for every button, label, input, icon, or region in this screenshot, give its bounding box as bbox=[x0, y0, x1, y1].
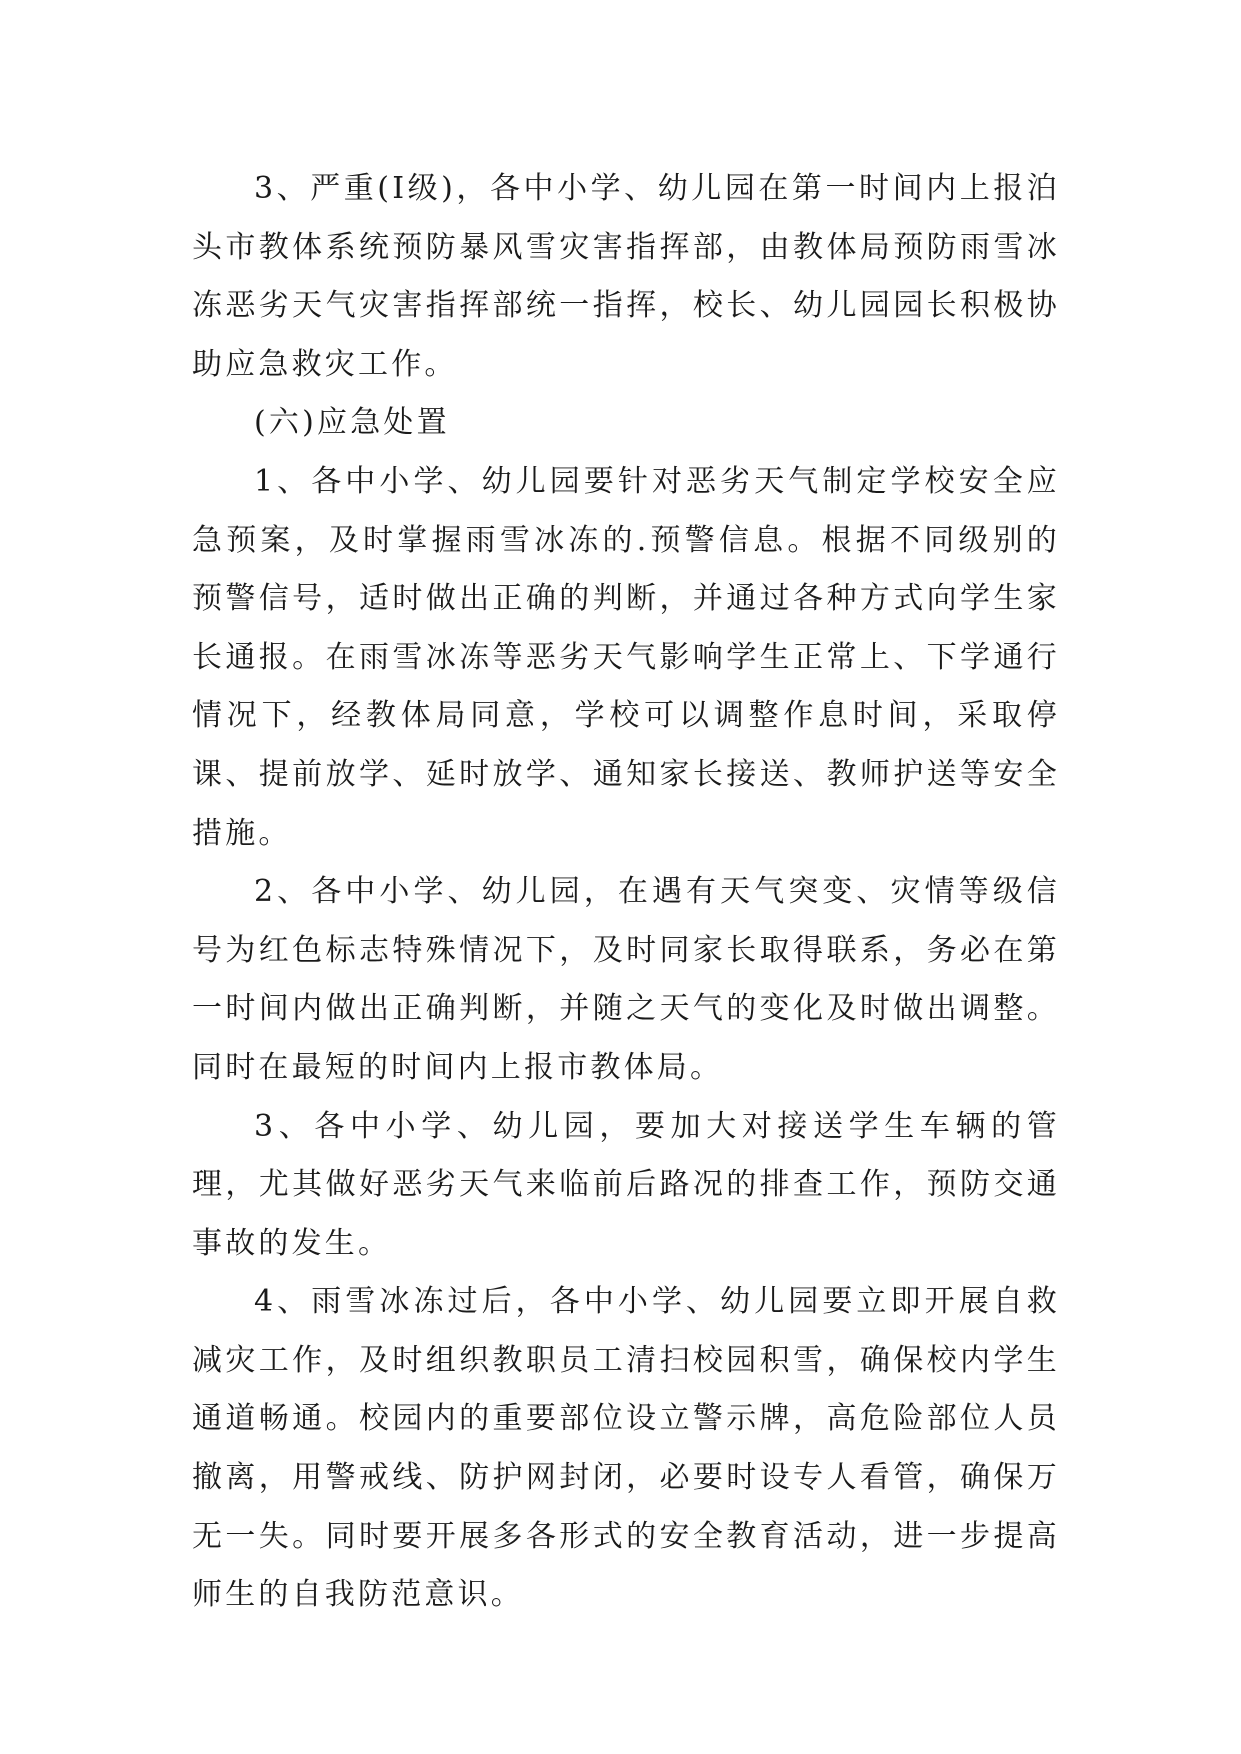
paragraph-item-1: 1、各中小学、幼儿园要针对恶劣天气制定学校安全应急预案，及时掌握雨雪冰冻的.预警信息。根据不同级别的预警信号，适时做出正确的判断，并通过各种方式向学生家长通报。在雨雪冰冻等恶劣天气影响学生正常上、下学通行情况下，经教体局同意，学校可以调整作息时间，采取停课、提前放学、延时放学、通知家长接送、教师护送等安全措施。 bbox=[192, 463, 1060, 851]
paragraph-item-2: 2、各中小学、幼儿园，在遇有天气突变、灾情等级信号为红色标志特殊情况下，及时同家长取得联系，务必在第一时间内做出正确判断，并随之天气的变化及时做出调整。同时在最短的时间内上报市教体局。 bbox=[192, 874, 1060, 1085]
section-heading-emergency-response: (六)应急处置 bbox=[254, 405, 450, 441]
paragraph-severe-level: 3、严重(I级)，各中小学、幼儿园在第一时间内上报泊头市教体系统预防暴风雪灾害指挥部，由教体局预防雨雪冰冻恶劣天气灾害指挥部统一指挥，校长、幼儿园园长积极协助应急救灾工作。 bbox=[192, 171, 1060, 382]
paragraph-item-3: 3、各中小学、幼儿园，要加大对接送学生车辆的管理，尤其做好恶劣天气来临前后路况的排查工作，预防交通事故的发生。 bbox=[192, 1108, 1060, 1261]
paragraph-item-4: 4、雨雪冰冻过后，各中小学、幼儿园要立即开展自救减灾工作，及时组织教职员工清扫校园积雪，确保校内学生通道畅通。校园内的重要部位设立警示牌，高危险部位人员撤离，用警戒线、防护网封闭，必要时设专人看管，确保万无一失。同时要开展多各形式的安全教育活动，进一步提高师生的自我防范意识。 bbox=[192, 1284, 1060, 1613]
document-body bbox=[192, 160, 1060, 1625]
